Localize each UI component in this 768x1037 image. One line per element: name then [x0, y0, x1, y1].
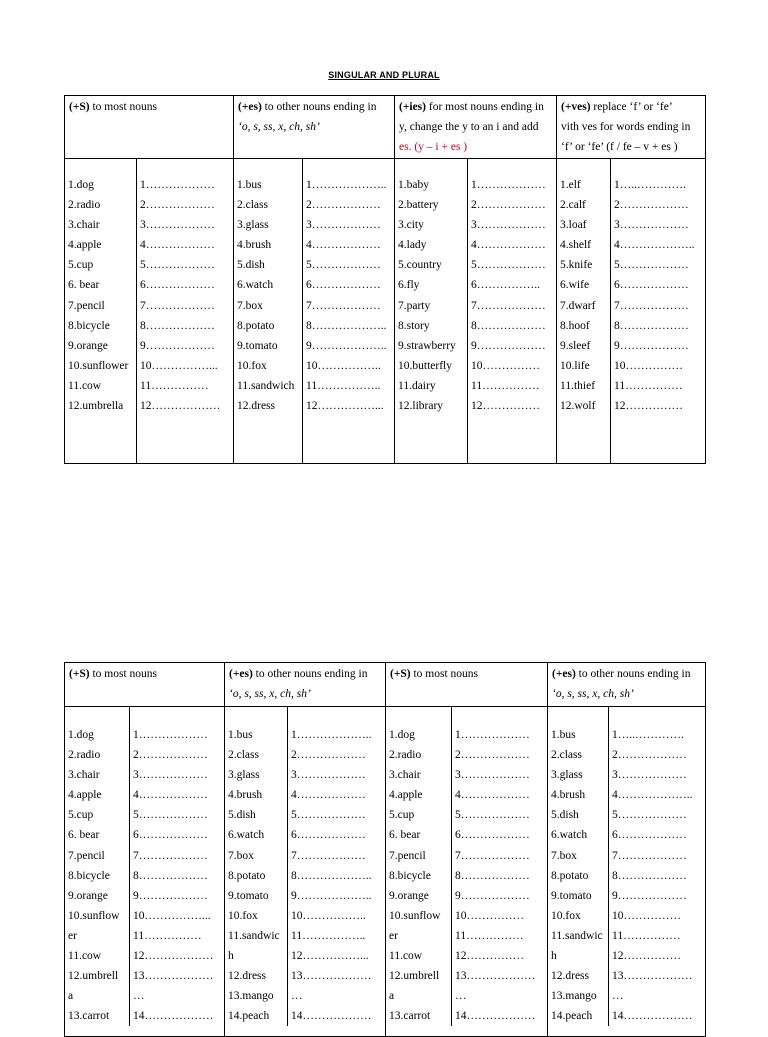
- singular-word: 7.dwarf: [560, 299, 596, 312]
- plural-answer-blank[interactable]: 6………………: [291, 829, 366, 842]
- word-list: [557, 159, 610, 463]
- header-text: (+ves) replace ‘f’ or ‘fe’: [561, 101, 673, 113]
- singular-word: 2.radio: [68, 749, 101, 762]
- plural-answer-blank[interactable]: 8………………: [471, 319, 546, 332]
- plural-answer-blank[interactable]: 5………………: [140, 259, 215, 272]
- singular-word: 10.sunflow: [389, 909, 441, 922]
- singular-word: 12.library: [398, 400, 444, 413]
- header-plus-s-2: [386, 663, 548, 707]
- header-text: (+S) to most nouns: [69, 668, 158, 680]
- plural-answer-blank[interactable]: 7………………: [306, 299, 381, 312]
- plural-answer-blank[interactable]: 10……………: [612, 909, 681, 922]
- plural-answer-blank[interactable]: 14………………: [455, 1010, 536, 1023]
- plural-answer-blank[interactable]: 4………………: [471, 239, 546, 252]
- singular-word: 10.fox: [551, 909, 581, 922]
- plural-answer-blank[interactable]: 9………………: [612, 889, 687, 902]
- singular-word: 12.dress: [237, 400, 276, 413]
- plural-answer-blank[interactable]: 10……………..: [306, 359, 381, 372]
- plural-answer-blank[interactable]: 14………………: [133, 1010, 214, 1023]
- plural-answer-blank[interactable]: 4………………: [140, 239, 215, 252]
- singular-word: 2.class: [228, 749, 259, 762]
- header-formula: es. (y – i + es ): [399, 141, 468, 153]
- answer-list: [302, 159, 395, 463]
- singular-word: 3.glass: [237, 219, 269, 232]
- singular-word: 8.story: [398, 319, 430, 332]
- plural-answer-blank[interactable]: 3………………: [140, 219, 215, 232]
- singular-word: 6.fly: [398, 279, 420, 292]
- singular-word: 11.sandwic: [551, 929, 603, 942]
- plural-answer-blank[interactable]: 14………………: [291, 1010, 372, 1023]
- singular-word: a: [389, 990, 395, 1003]
- plural-answer-blank[interactable]: 1………………..: [306, 179, 387, 191]
- plural-answer-blank[interactable]: 6………………: [133, 829, 208, 842]
- plural-answer-blank[interactable]: 12………………: [140, 400, 221, 413]
- plural-answer-blank[interactable]: 10……………: [455, 909, 524, 922]
- plural-answer-blank[interactable]: 1…..………….: [612, 729, 684, 741]
- plural-answer-blank[interactable]: 4………………: [291, 789, 366, 802]
- singular-word: 1.bus: [551, 729, 576, 741]
- singular-word: 12.dress: [551, 970, 590, 983]
- plural-answer-blank[interactable]: 7………………: [612, 849, 687, 862]
- plural-answer-blank[interactable]: 6……………..: [471, 279, 540, 292]
- word-list: [65, 159, 136, 463]
- singular-word: 9.tomato: [551, 889, 592, 902]
- singular-word: er: [389, 929, 398, 942]
- plural-answer-blank[interactable]: 11……………: [133, 929, 202, 942]
- plural-answer-blank[interactable]: …: [612, 990, 624, 1003]
- section-1: [65, 159, 234, 464]
- singular-word: 4.shelf: [560, 239, 591, 252]
- singular-word: er: [68, 929, 77, 942]
- singular-word: 10.fox: [237, 359, 267, 372]
- plural-answer-blank[interactable]: 9………………: [455, 889, 530, 902]
- plural-answer-blank[interactable]: 10……………: [614, 359, 683, 372]
- plural-answer-blank[interactable]: 11……………: [614, 379, 683, 392]
- singular-word: a: [68, 990, 74, 1003]
- singular-word: 1.dog: [389, 729, 415, 741]
- singular-word: 10.fox: [228, 909, 258, 922]
- singular-word: 12.wolf: [560, 400, 596, 413]
- plural-answer-blank[interactable]: 7………………: [291, 849, 366, 862]
- plural-answer-blank[interactable]: 8………………: [133, 869, 208, 882]
- singular-word: 3.glass: [228, 769, 260, 782]
- singular-word: 3.loaf: [560, 219, 587, 232]
- plural-answer-blank[interactable]: 5………………: [614, 259, 689, 272]
- plural-answer-blank[interactable]: 8………………: [612, 869, 687, 882]
- plural-answer-blank[interactable]: 7………………: [471, 299, 546, 312]
- header-text: (+es) to other nouns ending in: [238, 101, 377, 113]
- plural-answer-blank[interactable]: 11……………..: [291, 929, 366, 942]
- plural-answer-blank[interactable]: 8………………: [140, 319, 215, 332]
- word-list: [225, 707, 287, 1026]
- plural-answer-blank[interactable]: 9………………..: [291, 889, 372, 902]
- word-list: [395, 159, 467, 463]
- word-list: [548, 707, 608, 1026]
- plural-answer-blank[interactable]: 8………………..: [291, 869, 372, 882]
- singular-word: 5.cup: [389, 809, 415, 822]
- plural-answer-blank[interactable]: …: [455, 990, 467, 1003]
- singular-word: 14.peach: [228, 1010, 270, 1023]
- page-title: SINGULAR AND PLURAL: [328, 70, 440, 80]
- header-plus-s: [65, 96, 234, 159]
- singular-word: 2.battery: [398, 199, 439, 212]
- singular-word: 13.carrot: [389, 1010, 431, 1023]
- plural-answer-blank[interactable]: 12……………: [471, 400, 540, 413]
- plural-answer-blank[interactable]: 3………………: [133, 769, 208, 782]
- singular-word: 7.pencil: [389, 849, 426, 862]
- singular-word: 12.umbrell: [68, 970, 119, 983]
- plural-answer-blank[interactable]: 11……………..: [306, 379, 381, 392]
- answer-list: [608, 707, 706, 1026]
- singular-word: 5.knife: [560, 259, 593, 272]
- section-3: [395, 159, 557, 464]
- plural-answer-blank[interactable]: 12……………: [455, 950, 524, 963]
- plural-answer-blank[interactable]: 2………………: [455, 749, 530, 762]
- plural-answer-blank[interactable]: 2………………: [291, 749, 366, 762]
- plural-answer-blank[interactable]: 12……………...: [306, 400, 384, 413]
- plural-answer-blank[interactable]: 9………………: [140, 339, 215, 352]
- plural-answer-blank[interactable]: 5………………: [471, 259, 546, 272]
- singular-word: 9.tomato: [237, 339, 278, 352]
- singular-word: 4.apple: [68, 239, 102, 252]
- singular-word: 5.dish: [237, 259, 265, 272]
- singular-word: 6. bear: [68, 279, 100, 292]
- singular-word: 9.tomato: [228, 889, 269, 902]
- plural-answer-blank[interactable]: 6………………: [306, 279, 381, 292]
- singular-word: 1.elf: [560, 179, 581, 191]
- singular-word: 6. bear: [68, 829, 100, 842]
- singular-word: 7.box: [228, 849, 254, 862]
- singular-word: 6.watch: [237, 279, 274, 292]
- singular-word: 4.apple: [389, 789, 423, 802]
- header-text: (+es) to other nouns ending in: [552, 668, 691, 680]
- plural-answer-blank[interactable]: 3………………: [306, 219, 381, 232]
- plural-answer-blank[interactable]: 7………………: [614, 299, 689, 312]
- answer-list: [610, 159, 706, 463]
- singular-word: 4.lady: [398, 239, 427, 252]
- singular-word: 8.hoof: [560, 319, 590, 332]
- singular-word: 12.umbrella: [68, 400, 124, 413]
- word-list: [65, 707, 129, 1026]
- plural-answer-blank[interactable]: 14………………: [612, 1010, 693, 1023]
- plural-answer-blank[interactable]: 2………………: [140, 199, 215, 212]
- plural-answer-blank[interactable]: 8………………: [614, 319, 689, 332]
- plural-answer-blank[interactable]: 5………………: [291, 809, 366, 822]
- singular-word: 11.cow: [68, 379, 102, 392]
- plural-answer-blank[interactable]: 13………………: [133, 970, 214, 983]
- singular-word: 5.country: [398, 259, 442, 272]
- plural-answer-blank[interactable]: 2………………: [133, 749, 208, 762]
- answer-list: [467, 159, 557, 463]
- header-plus-ves: [557, 96, 706, 159]
- plural-answer-blank[interactable]: 1…..………….: [614, 179, 686, 191]
- plural-answer-blank[interactable]: 6………………: [455, 829, 530, 842]
- singular-word: 5.cup: [68, 809, 94, 822]
- singular-word: 7.pencil: [68, 849, 105, 862]
- singular-word: 13.carrot: [68, 1010, 110, 1023]
- plural-answer-blank[interactable]: …: [291, 990, 303, 1003]
- singular-word: 2.calf: [560, 199, 586, 212]
- answer-list: [287, 707, 386, 1026]
- singular-word: 3.chair: [68, 219, 100, 232]
- singular-word: 3.city: [398, 219, 424, 232]
- plural-answer-blank[interactable]: 7………………: [133, 849, 208, 862]
- plural-answer-blank[interactable]: 5………………: [306, 259, 381, 272]
- header-text: (+S) to most nouns: [390, 668, 479, 680]
- header-rule: y, change the y to an i and add: [399, 121, 539, 133]
- header-text: (+ies) for most nouns ending in: [399, 101, 544, 113]
- singular-word: 9.strawberry: [398, 339, 456, 352]
- singular-word: 13.mango: [551, 990, 597, 1003]
- singular-word: 9.sleef: [560, 339, 591, 352]
- plural-answer-blank[interactable]: 9………………..: [306, 339, 387, 352]
- singular-word: 4.brush: [228, 789, 263, 802]
- plural-answer-blank[interactable]: 1………………..: [291, 729, 372, 741]
- singular-word: 8.bicycle: [68, 869, 110, 882]
- section-4: [548, 707, 706, 1037]
- singular-word: 1.dog: [68, 729, 94, 741]
- singular-word: 10.sunflow: [68, 909, 120, 922]
- plural-answer-blank[interactable]: 6………………: [614, 279, 689, 292]
- plural-answer-blank[interactable]: 13………………: [291, 970, 372, 983]
- header-plus-s: [65, 663, 225, 707]
- header-endings: ‘o, s, ss, x, ch, sh’: [229, 688, 311, 700]
- singular-word: 11.thief: [560, 379, 596, 392]
- section-2: [234, 159, 395, 464]
- plural-answer-blank[interactable]: 10……………...: [133, 909, 211, 922]
- plural-answer-blank[interactable]: 3………………: [612, 769, 687, 782]
- singular-word: 1.bus: [228, 729, 253, 741]
- header-text: (+S) to most nouns: [69, 101, 158, 113]
- header-text: (+es) to other nouns ending in: [229, 668, 368, 680]
- plural-answer-blank[interactable]: 2………………: [612, 749, 687, 762]
- worksheet-table-2: [64, 662, 706, 1037]
- plural-answer-blank[interactable]: 13………………: [612, 970, 693, 983]
- plural-answer-blank[interactable]: 5………………: [133, 809, 208, 822]
- singular-word: h: [551, 950, 557, 963]
- word-list: [234, 159, 302, 463]
- plural-answer-blank[interactable]: 4………………..: [614, 239, 695, 252]
- singular-word: 12.dress: [228, 970, 267, 983]
- plural-answer-blank[interactable]: 3………………: [455, 769, 530, 782]
- plural-answer-blank[interactable]: 9………………: [614, 339, 689, 352]
- header-plus-ies: [395, 96, 557, 159]
- plural-answer-blank[interactable]: 9………………: [133, 889, 208, 902]
- header-endings: ‘o, s, ss, x, ch, sh’: [552, 688, 634, 700]
- singular-word: 3.chair: [389, 769, 421, 782]
- plural-answer-blank[interactable]: 11……………: [471, 379, 540, 392]
- singular-word: 12.umbrell: [389, 970, 440, 983]
- header-plus-es-2: [548, 663, 706, 707]
- singular-word: 6.watch: [228, 829, 265, 842]
- singular-word: 9.orange: [389, 889, 429, 902]
- singular-word: 2.class: [551, 749, 582, 762]
- singular-word: 2.radio: [68, 199, 101, 212]
- singular-word: 7.box: [237, 299, 263, 312]
- plural-answer-blank[interactable]: …: [133, 990, 145, 1003]
- plural-answer-blank[interactable]: 13………………: [455, 970, 536, 983]
- singular-word: 4.apple: [68, 789, 102, 802]
- plural-answer-blank[interactable]: 1………………: [140, 179, 215, 191]
- singular-word: 5.dish: [228, 809, 256, 822]
- singular-word: 6.watch: [551, 829, 588, 842]
- singular-word: 1.baby: [398, 179, 429, 191]
- header-endings: ‘o, s, ss, x, ch, sh’: [238, 121, 320, 133]
- singular-word: 7.party: [398, 299, 431, 312]
- plural-answer-blank[interactable]: 12……………...: [291, 950, 369, 963]
- singular-word: 9.orange: [68, 889, 108, 902]
- plural-answer-blank[interactable]: 4………………: [133, 789, 208, 802]
- plural-answer-blank[interactable]: 11……………: [455, 929, 524, 942]
- plural-answer-blank[interactable]: 12………………: [133, 950, 214, 963]
- plural-answer-blank[interactable]: 4………………..: [612, 789, 693, 802]
- singular-word: 7.pencil: [68, 299, 105, 312]
- plural-answer-blank[interactable]: 2………………: [471, 199, 546, 212]
- singular-word: 6.wife: [560, 279, 590, 292]
- singular-word: 14.peach: [551, 1010, 593, 1023]
- plural-answer-blank[interactable]: 5………………: [612, 809, 687, 822]
- singular-word: 7.box: [551, 849, 577, 862]
- singular-word: 6. bear: [389, 829, 421, 842]
- plural-answer-blank[interactable]: 2………………: [614, 199, 689, 212]
- plural-answer-blank[interactable]: 6………………: [140, 279, 215, 292]
- plural-answer-blank[interactable]: 9………………: [471, 339, 546, 352]
- header-plus-es: [225, 663, 386, 707]
- section-4: [557, 159, 706, 464]
- singular-word: h: [228, 950, 234, 963]
- section-2: [225, 707, 386, 1037]
- plural-answer-blank[interactable]: 6………………: [612, 829, 687, 842]
- singular-word: 5.dish: [551, 809, 579, 822]
- singular-word: 4.brush: [237, 239, 272, 252]
- singular-word: 11.cow: [389, 950, 423, 963]
- plural-answer-blank[interactable]: 11……………: [612, 929, 681, 942]
- plural-answer-blank[interactable]: 1………………: [471, 179, 546, 191]
- singular-word: 1.bus: [237, 179, 262, 191]
- header-plus-es: [234, 96, 395, 159]
- plural-answer-blank[interactable]: 5………………: [455, 809, 530, 822]
- singular-word: 5.cup: [68, 259, 94, 272]
- plural-answer-blank[interactable]: 4………………: [306, 239, 381, 252]
- answer-list: [129, 707, 225, 1026]
- singular-word: 2.class: [237, 199, 268, 212]
- plural-answer-blank[interactable]: 10……………..: [291, 909, 366, 922]
- plural-answer-blank[interactable]: 10……………: [471, 359, 540, 372]
- singular-word: 10.butterfly: [398, 359, 452, 372]
- plural-answer-blank[interactable]: 3………………: [291, 769, 366, 782]
- header-formula: ‘f’ or ‘fe’ (f / fe – v + es ): [561, 141, 678, 153]
- plural-answer-blank[interactable]: 1………………: [455, 729, 530, 741]
- singular-word: 8.bicycle: [389, 869, 431, 882]
- singular-word: 8.bicycle: [68, 319, 110, 332]
- plural-answer-blank[interactable]: 7………………: [140, 299, 215, 312]
- singular-word: 11.sandwich: [237, 379, 295, 392]
- word-list: [386, 707, 451, 1026]
- plural-answer-blank[interactable]: 1………………: [133, 729, 208, 741]
- singular-word: 10.life: [560, 359, 590, 372]
- singular-word: 8.potato: [551, 869, 589, 882]
- section-1: [65, 707, 225, 1037]
- singular-word: 2.radio: [389, 749, 422, 762]
- header-rule: vith ves for words ending in: [561, 121, 691, 133]
- singular-word: 8.potato: [237, 319, 275, 332]
- plural-answer-blank[interactable]: 12……………: [614, 400, 683, 413]
- singular-word: 11.cow: [68, 950, 102, 963]
- singular-word: 8.potato: [228, 869, 266, 882]
- plural-answer-blank[interactable]: 7………………: [455, 849, 530, 862]
- singular-word: 1.dog: [68, 179, 94, 191]
- singular-word: 3.glass: [551, 769, 583, 782]
- answer-list: [136, 159, 234, 463]
- singular-word: 11.sandwic: [228, 929, 280, 942]
- singular-word: 3.chair: [68, 769, 100, 782]
- singular-word: 13.mango: [228, 990, 274, 1003]
- singular-word: 11.dairy: [398, 379, 436, 392]
- worksheet-table-1: [64, 95, 706, 464]
- section-3: [386, 707, 548, 1037]
- plural-answer-blank[interactable]: 4………………: [455, 789, 530, 802]
- plural-answer-blank[interactable]: 3………………: [614, 219, 689, 232]
- singular-word: 9.orange: [68, 339, 108, 352]
- plural-answer-blank[interactable]: 2………………: [306, 199, 381, 212]
- plural-answer-blank[interactable]: 8………………: [455, 869, 530, 882]
- plural-answer-blank[interactable]: 8………………..: [306, 319, 387, 332]
- plural-answer-blank[interactable]: 3………………: [471, 219, 546, 232]
- plural-answer-blank[interactable]: 11……………: [140, 379, 209, 392]
- answer-list: [451, 707, 548, 1026]
- plural-answer-blank[interactable]: 10……………...: [140, 359, 218, 372]
- singular-word: 10.sunflower: [68, 359, 129, 372]
- singular-word: 4.brush: [551, 789, 586, 802]
- plural-answer-blank[interactable]: 12……………: [612, 950, 681, 963]
